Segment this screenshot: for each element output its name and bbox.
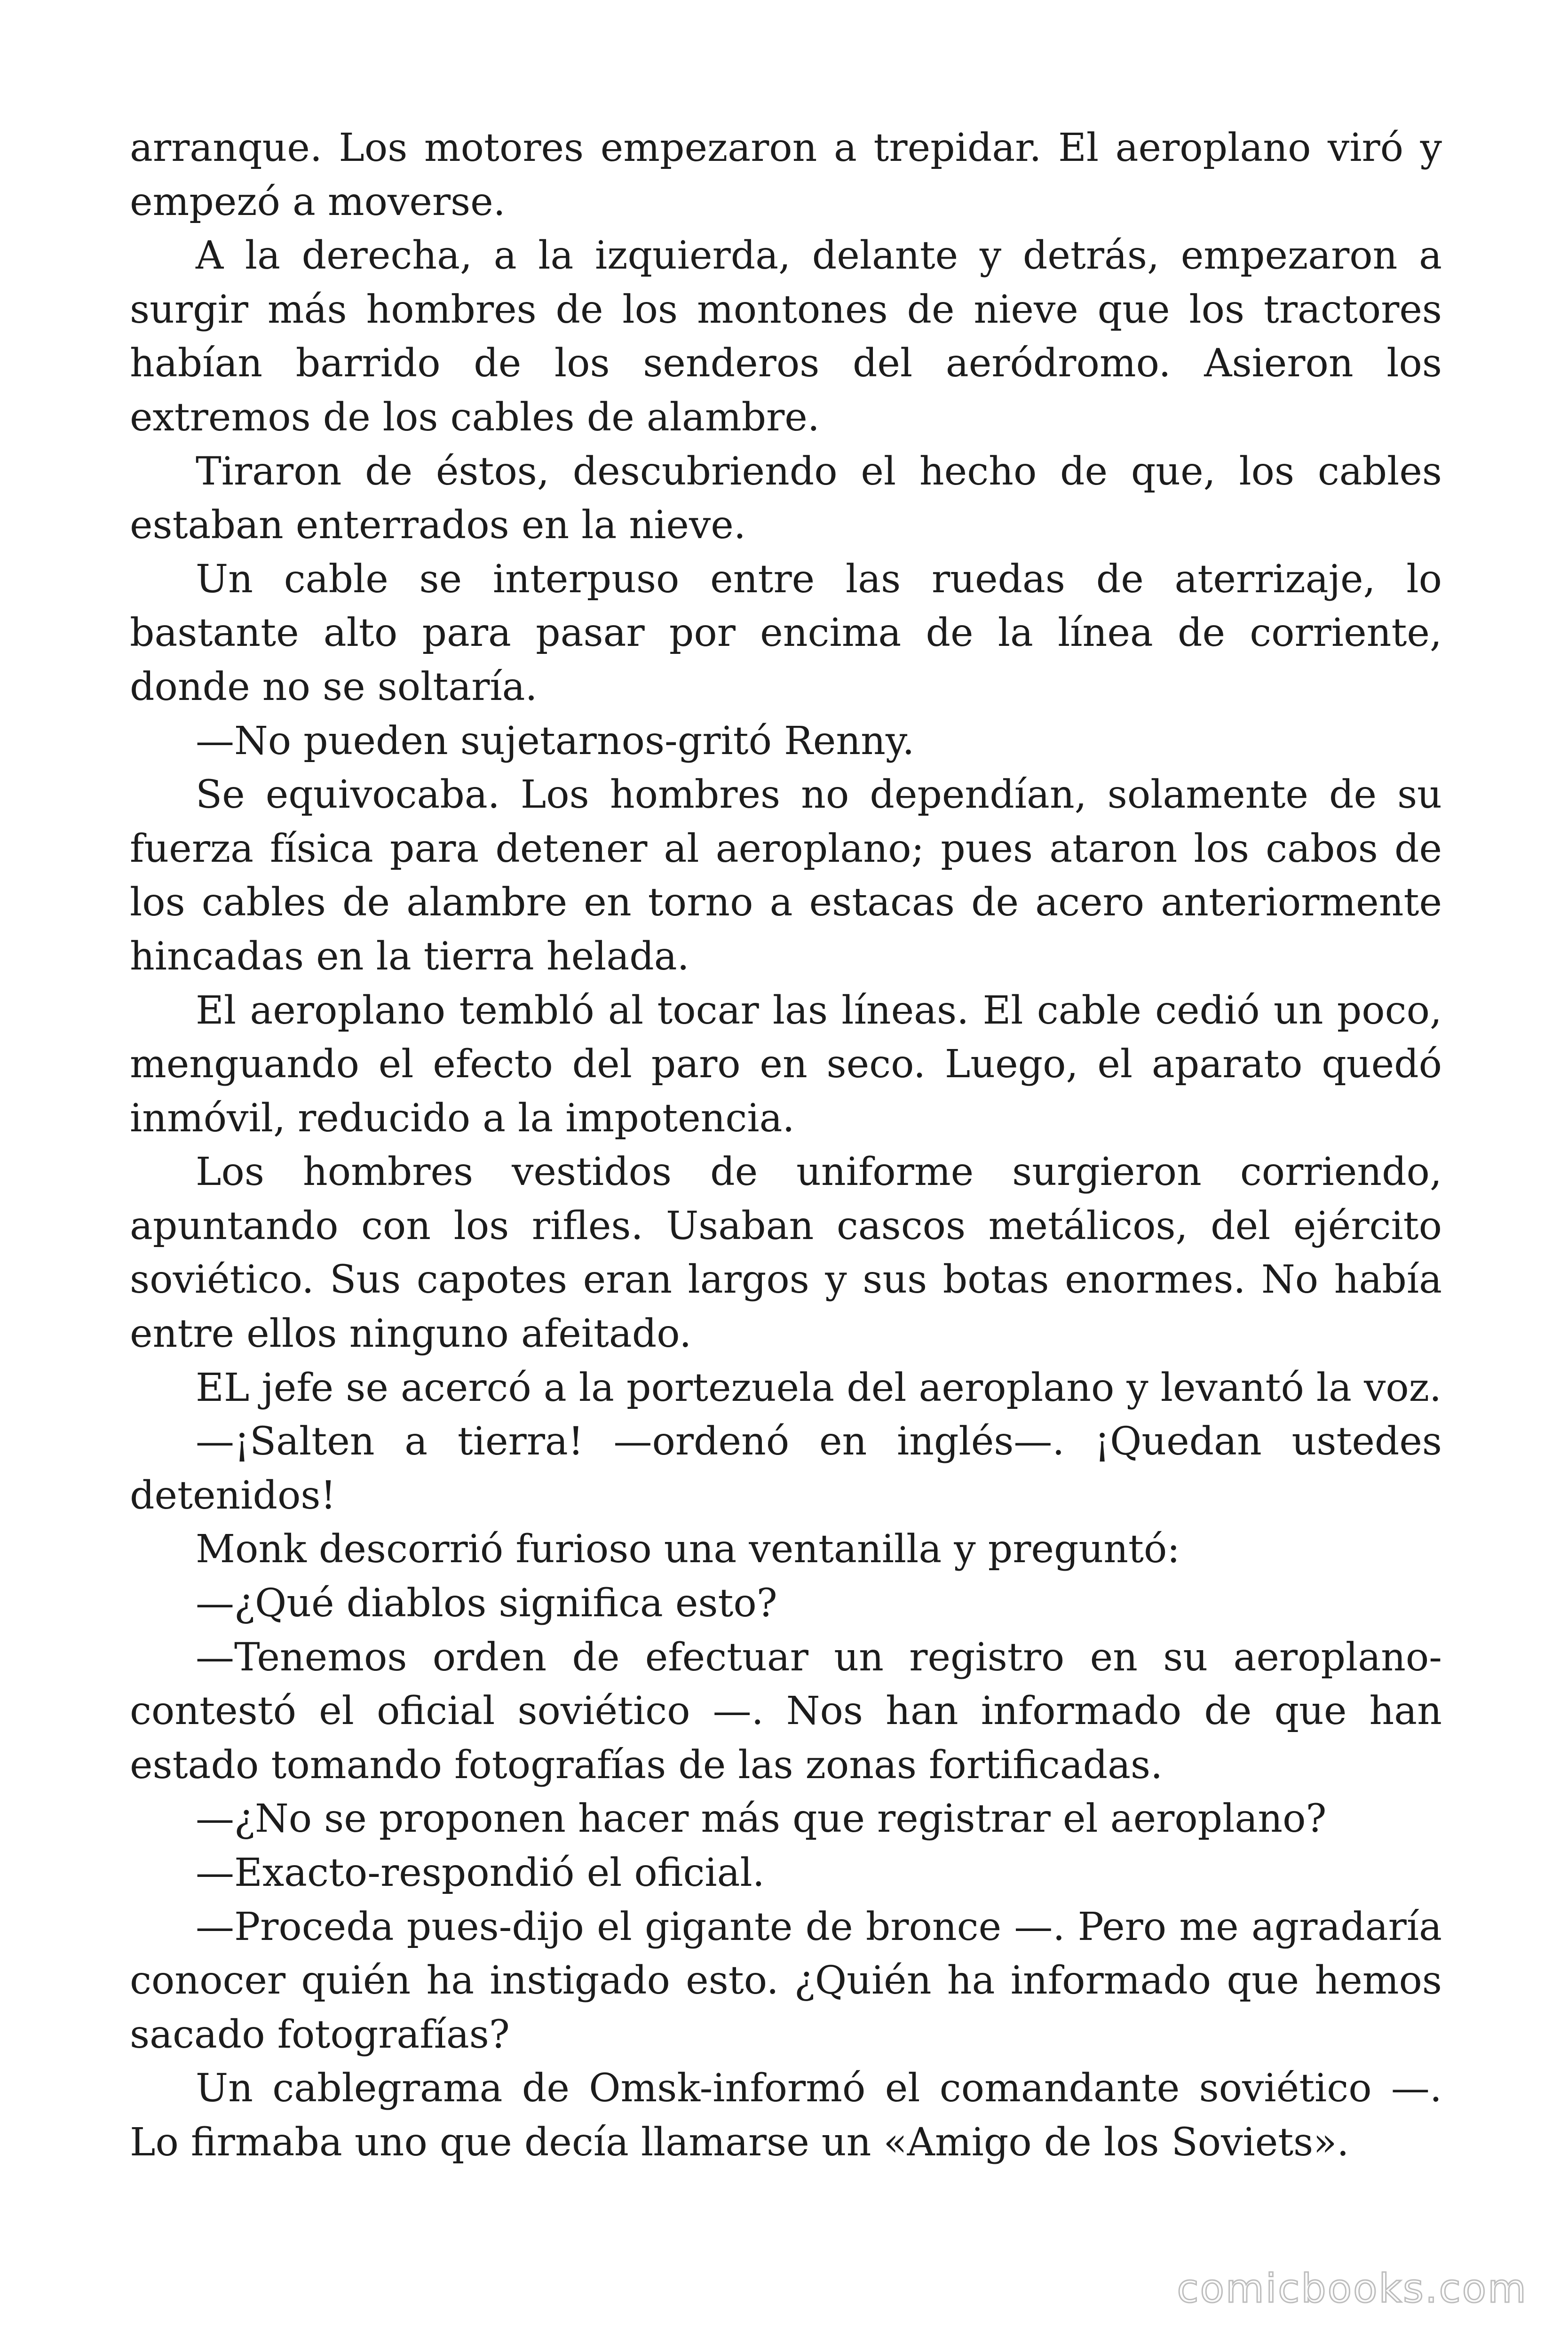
paragraph: arranque. Los motores empezaron a trepidar. El aeroplano viró y empezó a moverse.	[130, 126, 1442, 224]
paragraph: —Proceda pues-dijo el gigante de bronce —. Pero me agradaría conocer quién ha instigado esto. ¿Quién ha informado que hemos sacado fotografías?	[130, 1904, 1442, 2057]
watermark: comicbooks.com	[1177, 2265, 1528, 2312]
paragraph: —No pueden sujetarnos-gritó Renny.	[196, 718, 915, 763]
paragraph: Se equivocaba. Los hombres no dependían, solamente de su fuerza física para detener al aeroplano; pues ataron los cabos de los cables de alambre en torno a estacas de acero anteriormente hincadas en la tierra helada.	[130, 772, 1442, 979]
paragraph: —¿No se proponen hacer más que registrar el aeroplano?	[196, 1796, 1327, 1842]
page-text	[130, 121, 1442, 2170]
paragraph: —¡Salten a tierra! —ordenó en inglés—. ¡Quedan ustedes detenidos!	[130, 1419, 1442, 1518]
paragraph: EL jefe se acercó a la portezuela del aeroplano y levantó la voz.	[196, 1365, 1442, 1410]
paragraph: Un cablegrama de Omsk-informó el comandante soviético —. Lo firmaba uno que decía llamarse un «Amigo de los Soviets».	[130, 2066, 1442, 2165]
paragraph: El aeroplano tembló al tocar las líneas. El cable cedió un poco, menguando el efecto del paro en seco. Luego, el aparato quedó inmóvil, reducido a la impotencia.	[130, 988, 1442, 1141]
paragraph: Un cable se interpuso entre las ruedas de aterrizaje, lo bastante alto para pasar por encima de la línea de corriente, donde no se soltaría.	[130, 556, 1442, 709]
paragraph: Tiraron de éstos, descubriendo el hecho de que, los cables estaban enterrados en la nieve.	[130, 449, 1442, 548]
paragraph: Monk descorrió furioso una ventanilla y preguntó:	[196, 1527, 1180, 1572]
paragraph: —¿Qué diablos significa esto?	[196, 1581, 777, 1626]
paragraph: Los hombres vestidos de uniforme surgieron corriendo, apuntando con los rifles. Usaban cascos metálicos, del ejército soviético. Sus capotes eran largos y sus botas enormes. No había entre ellos ninguno afeitado.	[130, 1150, 1442, 1357]
paragraph: —Exacto-respondió el oficial.	[196, 1851, 765, 1895]
paragraph: A la derecha, a la izquierda, delante y detrás, empezaron a surgir más hombres de los montones de nieve que los tractores habían barrido de los senderos del aeródromo. Asieron los extremos de los cables de alambre.	[130, 233, 1442, 440]
paragraph: —Tenemos orden de efectuar un registro en su aeroplano-contestó el oficial soviético —. Nos han informado de que han estado tomando fotografías de las zonas fortificadas.	[130, 1635, 1442, 1788]
